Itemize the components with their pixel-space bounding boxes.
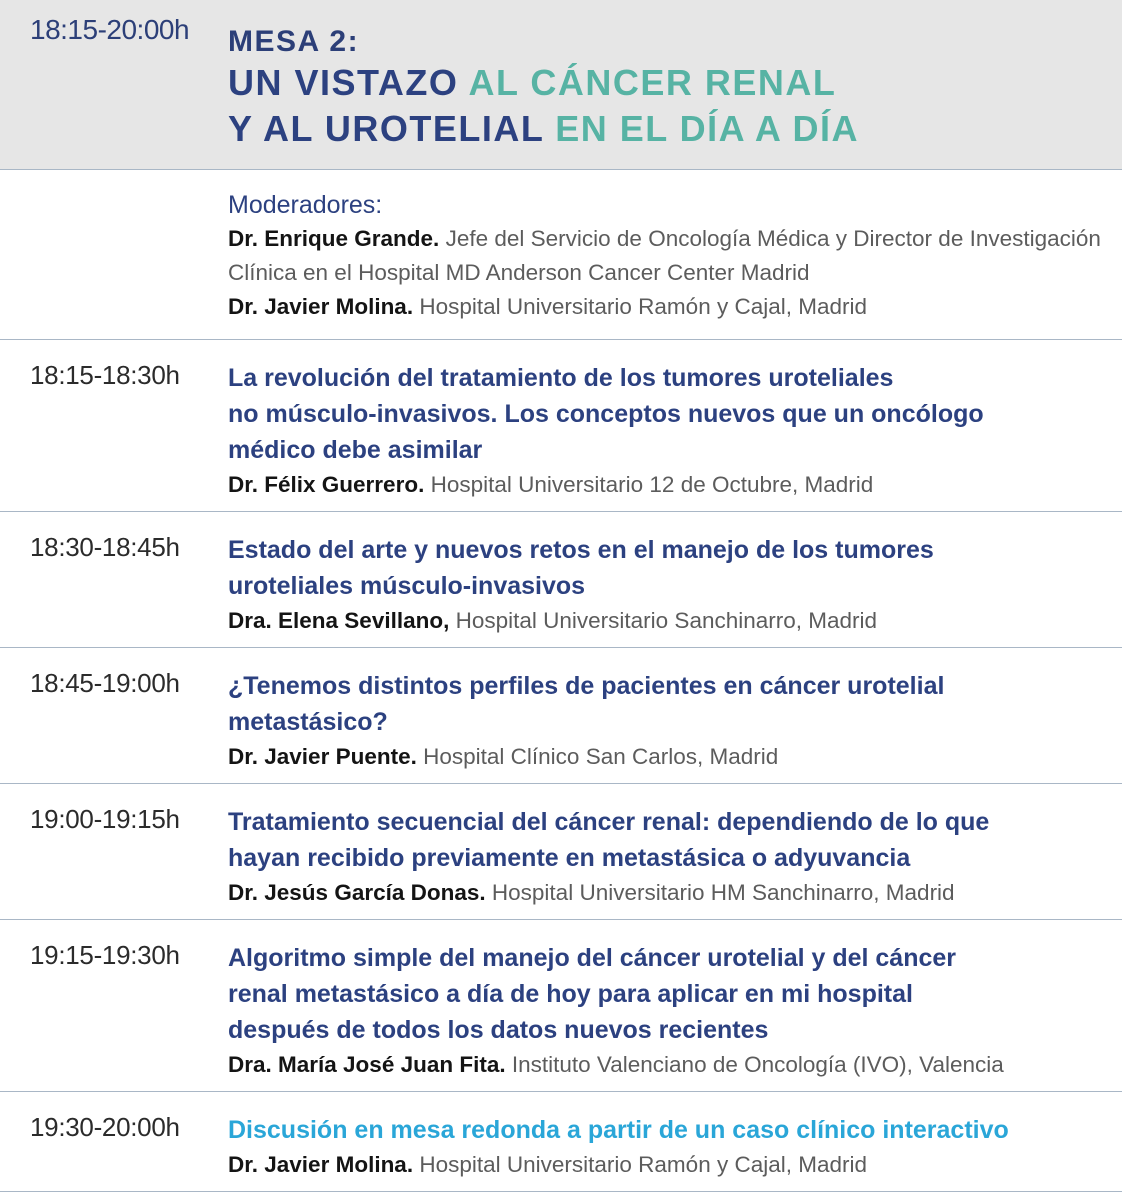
talk-speaker: [228, 1148, 1112, 1182]
session-header: [0, 0, 1122, 170]
talk-title-line: metastásico?: [228, 708, 388, 736]
talk-title-line: Estado del arte y nuevos retos en el manejo de los tumores: [228, 536, 934, 564]
talk-title-line: después de todos los datos nuevos recientes: [228, 1016, 769, 1044]
mesa-label: MESA 2:: [228, 25, 360, 58]
speaker-affiliation: Hospital Universitario Sanchinarro, Madrid: [455, 608, 878, 633]
title-part: UN VISTAZO: [228, 62, 469, 103]
session-title-line-2: [228, 106, 859, 152]
moderators-content: [228, 188, 1112, 324]
talk-title-line: no músculo-invasivos. Los conceptos nuevos que un oncólogo: [228, 400, 984, 428]
agenda-row: [0, 340, 1122, 512]
talk-time: 19:00-19:15h: [30, 804, 180, 834]
talk-title-line: La revolución del tratamiento de los tumores uroteliales: [228, 364, 894, 392]
session-time: 18:15-20:00h: [30, 14, 190, 45]
speaker-affiliation: Hospital Clínico San Carlos, Madrid: [423, 744, 779, 769]
talk-content: [228, 668, 1112, 774]
talk-time: 18:30-18:45h: [30, 532, 180, 562]
moderator-affiliation: Hospital Universitario Ramón y Cajal, Madrid: [419, 294, 868, 319]
talk-title-line: Discusión en mesa redonda a partir de un caso clínico interactivo: [228, 1116, 1009, 1144]
moderator: [228, 222, 1112, 290]
talk-title-line: Algoritmo simple del manejo del cáncer urotelial y del cáncer: [228, 944, 957, 972]
talk-title-line: médico debe asimilar: [228, 436, 483, 464]
talk-content: [228, 360, 1112, 502]
moderator: [228, 290, 1112, 324]
talk-speaker: [228, 740, 1112, 774]
agenda-row: [0, 648, 1122, 784]
talk-content: [228, 1112, 1112, 1182]
talk-speaker: [228, 604, 1112, 638]
agenda-row: [0, 1092, 1122, 1192]
moderators-label: Moderadores:: [228, 191, 383, 219]
speaker-affiliation: Instituto Valenciano de Oncología (IVO), Valencia: [511, 1052, 1004, 1077]
talk-content: [228, 532, 1112, 638]
talk-title-line: ¿Tenemos distintos perfiles de pacientes en cáncer urotelial: [228, 672, 945, 700]
talk-title-line: hayan recibido previamente en metastásica o adyuvancia: [228, 844, 911, 872]
talk-time: 19:30-20:00h: [30, 1112, 180, 1142]
title-part: EN EL DÍA A DÍA: [555, 108, 860, 149]
speaker-name: Dr. Javier Molina.: [228, 1152, 414, 1177]
talk-time: 18:15-18:30h: [30, 360, 180, 390]
speaker-affiliation: Hospital Universitario HM Sanchinarro, Madrid: [491, 880, 955, 905]
talk-speaker: [228, 1048, 1112, 1082]
talk-content: [228, 804, 1112, 910]
talk-content: [228, 940, 1112, 1082]
speaker-name: Dr. Félix Guerrero.: [228, 472, 425, 497]
talk-time: 19:15-19:30h: [30, 940, 180, 970]
moderators-row: [0, 170, 1122, 340]
speaker-affiliation: Hospital Universitario 12 de Octubre, Madrid: [430, 472, 874, 497]
talk-title-line: renal metastásico a día de hoy para aplicar en mi hospital: [228, 980, 913, 1008]
speaker-name: Dr. Javier Puente.: [228, 744, 417, 769]
talk-title-line: uroteliales músculo-invasivos: [228, 572, 586, 600]
speaker-name: Dr. Jesús García Donas.: [228, 880, 486, 905]
speaker-name: Dra. Elena Sevillano,: [228, 608, 450, 633]
talk-title-line: Tratamiento secuencial del cáncer renal: dependiendo de lo que: [228, 808, 990, 836]
speaker-affiliation: Hospital Universitario Ramón y Cajal, Madrid: [419, 1152, 868, 1177]
talk-speaker: [228, 876, 1112, 910]
agenda-row: [0, 920, 1122, 1092]
title-part: AL CÁNCER RENAL: [468, 62, 837, 103]
speaker-name: Dra. María José Juan Fita.: [228, 1052, 506, 1077]
session-title-line-1: [228, 60, 859, 106]
talk-time: 18:45-19:00h: [30, 668, 180, 698]
talk-speaker: [228, 468, 1112, 502]
session-title-block: [228, 24, 859, 152]
moderator-name: Dr. Enrique Grande.: [228, 226, 440, 251]
agenda-row: [0, 512, 1122, 648]
moderator-name: Dr. Javier Molina.: [228, 294, 414, 319]
moderator-affiliation: Jefe del Servicio de Oncología Médica y Director de Investigación Clínica en el Hospital MD Anderson Cancer Center Madrid: [228, 226, 1101, 285]
title-part: Y AL UROTELIAL: [228, 108, 556, 149]
agenda-row: [0, 784, 1122, 920]
